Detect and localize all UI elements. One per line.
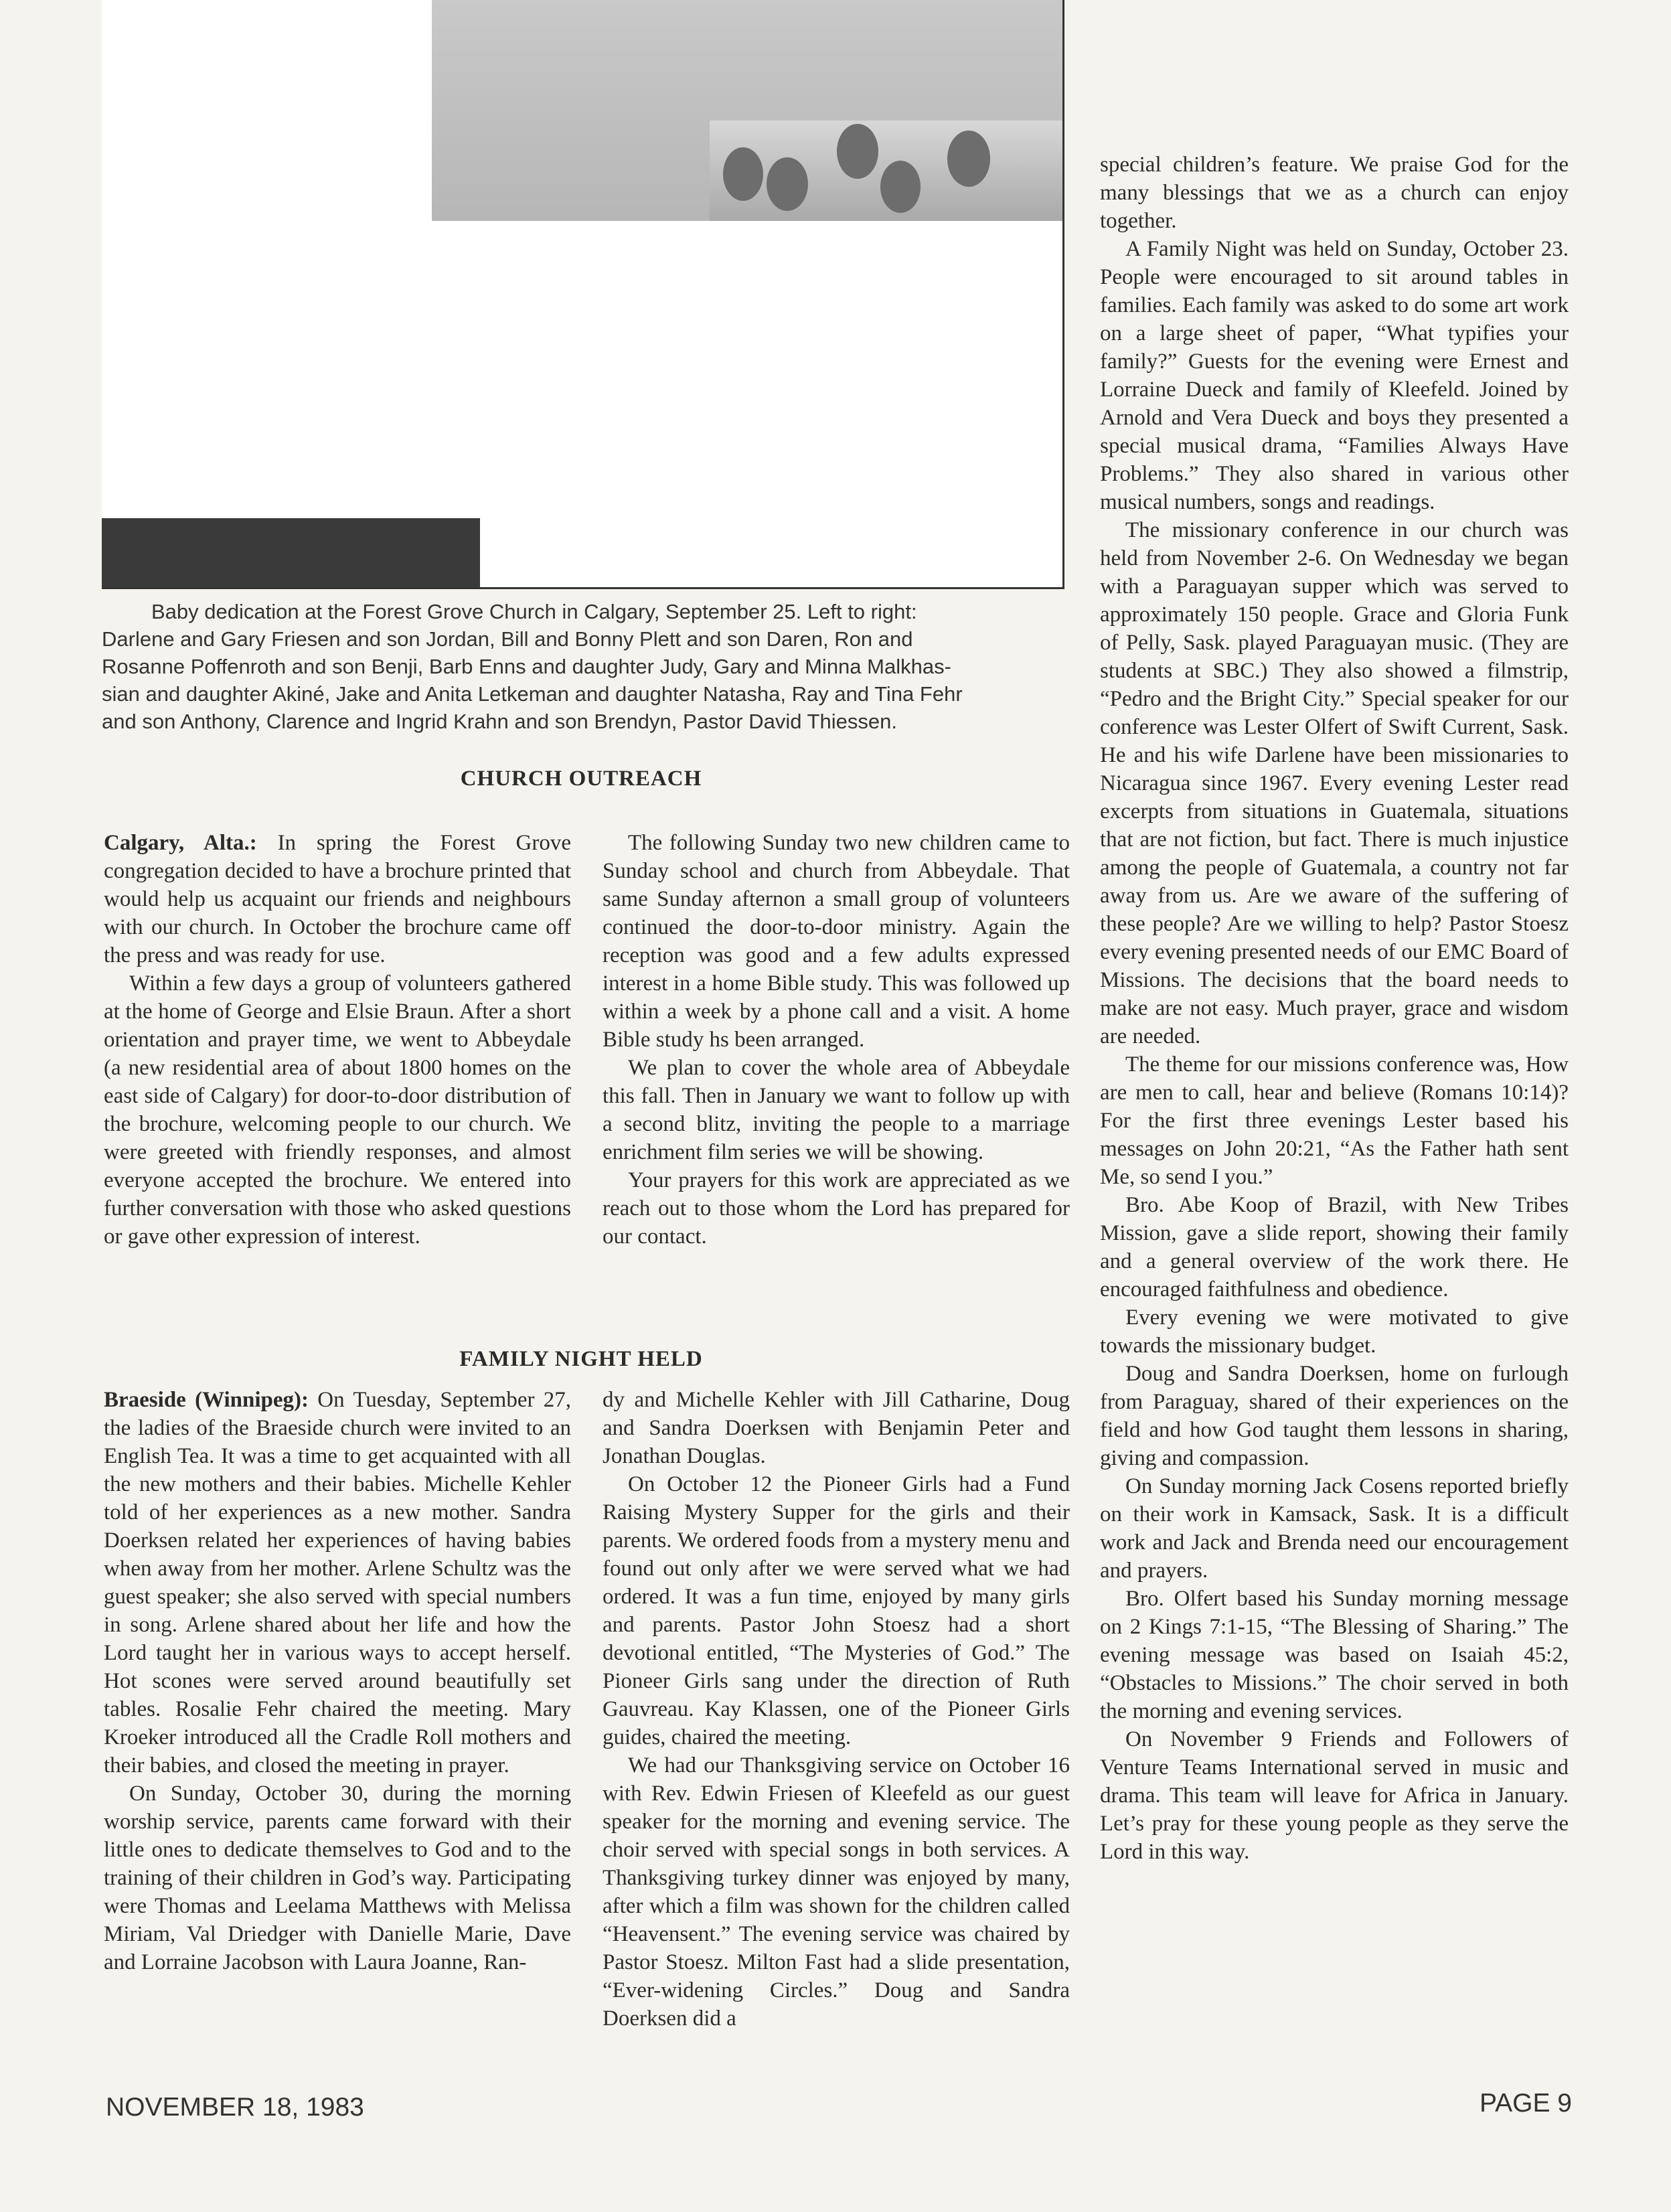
article-paragraph: On November 9 Friends and Followers of Venture Teams International served in music and drama. This team will leave for Africa in January. Let’s pray for these young people as they serve the Lord in this way. (1100, 1727, 1569, 1864)
headline-church-outreach: CHURCH OUTREACH (460, 767, 702, 791)
article-paragraph: dy and Michelle Kehler with Jill Catharine, Doug and Sandra Doerksen with Benjamin Peter and Jonathan Douglas. (603, 1388, 1070, 1468)
caption-line: Rosanne Poffenroth and son Benji, Barb Enns and daughter Judy, Gary and Minna Malkhas- (102, 655, 951, 678)
photo-caption (102, 598, 1066, 735)
article-paragraph: Doug and Sandra Doerksen, home on furlough from Paraguay, shared of their experiences on the field and how God taught them lessons in sharing, giving and compassion. (1100, 1362, 1569, 1470)
article-paragraph: On Sunday morning Jack Cosens reported briefly on their work in Kamsack, Sask. It is a difficult work and Jack and Brenda need our encouragement and prayers. (1100, 1474, 1569, 1583)
article-paragraph: On Sunday, October 30, during the morning worship service, parents came forward with their little ones to dedicate themselves to God and to the training of their children in God’s way. Participating were Thomas and Leelama Matthews with Melissa Miriam, Val Driedger with Danielle Marie, Dave and Lorraine Jacobson with Laura Joanne, Ran- (104, 1782, 571, 1974)
article-paragraph: The following Sunday two new children came to Sunday school and church from Abbeydale. That same Sunday afternon a small group of volunteers continued the door-to-door ministry. Again the reception was good and a few adults expressed interest in a home Bible study. This was followed up within a week by a phone call and a visit. A home Bible study hs been arranged. (603, 831, 1070, 1052)
article-paragraph: Bro. Olfert based his Sunday morning message on 2 Kings 7:1-15, “The Blessing of Sharing.” The evening message was based on Isaiah 45:2, “Obstacles to Missions.” The choir served in both the morning and evening services. (1100, 1587, 1569, 1723)
article-paragraph: The theme for our missions conference was, How are men to call, hear and believe (Romans 10:14)? For the first three evenings Lester based his messages on John 20:21, “As the Father hath sent Me, so send I you.” (1100, 1052, 1569, 1189)
photo-people (710, 121, 1062, 221)
article-paragraph: The missionary conference in our church was held from November 2-6. On Wednesday we began with a Paraguayan supper which was served to approximately 150 people. Grace and Gloria Funk of Pelly, Sask. played Paraguayan music. (They are students at SBC.) They also showed a filmstrip, “Pedro and the Bright City.” Special speaker for our conference was Lester Olfert of Swift Current, Sask. He and his wife Darlene have been missionaries to Nicaragua since 1967. Every evening Lester read excerpts from situations in Guatemala, situations that are not fiction, but fact. There is much injustice among the people of Guatemala, a country not far away from us. Are we aware of the suffering of these people? Are we willing to help? Pastor Stoesz every evening presented needs of our EMC Board of Missions. The decisions that the board needs to make are not easy. Much prayer, grace and wisdom are needed. (1100, 518, 1569, 1048)
family-night-column-1 (104, 1386, 571, 1976)
article-paragraph: We plan to cover the whole area of Abbeydale this fall. Then in January we want to follow up with a second blitz, inviting the people to a marriage enrichment film series we will be showing. (603, 1056, 1070, 1164)
dateline: Calgary, Alta.: (104, 831, 257, 855)
paragraph-text: In spring the Forest Grove congregation decided to have a brochure printed that would help us acquaint our friends and neighbours with our church. In October the brochure came off the press and was ready for use. (104, 831, 571, 967)
footer-date: NOVEMBER 18, 1983 (106, 2093, 364, 2122)
caption-line: sian and daughter Akiné, Jake and Anita Letkeman and daughter Natasha, Ray and Tina Fehr (102, 682, 963, 706)
caption-line: Darlene and Gary Friesen and son Jordan, Bill and Bonny Plett and son Daren, Ron and (102, 627, 913, 651)
article-paragraph: special children’s feature. We praise God for the many blessings that we as a church can enjoy together. (1100, 153, 1569, 233)
article-paragraph: Your prayers for this work are appreciated as we reach out to those whom the Lord has prepared for our contact. (603, 1168, 1070, 1249)
footer-page-number: PAGE 9 (1479, 2089, 1572, 2118)
headline-family-night: FAMILY NIGHT HELD (459, 1347, 703, 1371)
article-paragraph: A Family Night was held on Sunday, October 23. People were encouraged to sit around tables in families. Each family was asked to do some art work on a large sheet of paper, “What typifies your family?” Guests for the evening were Ernest and Lorraine Dueck and family of Kleefeld. Joined by Arnold and Vera Dueck and boys they presented a special musical drama, “Families Always Have Problems.” They also shared in various other musical numbers, songs and readings. (1100, 237, 1569, 514)
article-paragraph: Every evening we were motivated to give towards the missionary budget. (1100, 1306, 1569, 1358)
outreach-column-2 (603, 829, 1070, 1251)
dateline: Braeside (Winnipeg): (104, 1388, 309, 1412)
right-column (1100, 151, 1569, 1866)
photo-shadow-region (102, 518, 480, 587)
caption-line: and son Anthony, Clarence and Ingrid Krahn and son Brendyn, Pastor David Thiessen. (102, 710, 897, 733)
caption-line: Baby dedication at the Forest Grove Church in Calgary, September 25. Left to right: (151, 600, 917, 623)
outreach-column-1 (104, 829, 571, 1251)
article-paragraph: We had our Thanksgiving service on October 16 with Rev. Edwin Friesen of Kleefeld as our guest speaker for the morning and evening service. The choir served with special songs in both services. A Thanksgiving turkey dinner was enjoyed by many, after which a film was shown for the children called “Heavensent.” The evening service was chaired by Pastor Stoesz. Milton Fast had a slide presentation, “Ever-widening Circles.” Doug and Sandra Doerksen did a (603, 1753, 1070, 2031)
article-paragraph (104, 829, 571, 969)
article-paragraph (104, 1386, 571, 1780)
family-night-column-2 (603, 1386, 1070, 2033)
article-paragraph: Within a few days a group of volunteers gathered at the home of George and Elsie Braun. After a short orientation and prayer time, we went to Abbeydale (a new residential area of about 1800 homes on the east side of Calgary) for door-to-door distribution of the brochure, welcoming people to our church. We were greeted with friendly responses, and almost everyone accepted the brochure. We entered into further conversation with those who asked questions or gave other expression of interest. (104, 971, 571, 1249)
article-paragraph: On October 12 the Pioneer Girls had a Fund Raising Mystery Supper for the girls and their parents. We ordered foods from a mystery menu and found out only after we were served what we had ordered. It was a fun time, enjoyed by many girls and parents. Pastor John Stoesz had a short devotional entitled, “The Mysteries of God.” The Pioneer Girls sang under the direction of Ruth Gauvreau. Kay Klassen, one of the Pioneer Girls guides, chaired the meeting. (603, 1472, 1070, 1749)
paragraph-text: On Tuesday, September 27, the ladies of the Braeside church were invited to an English Tea. It was a time to get acquainted with all the new mothers and their babies. Michelle Kehler told of her experiences as a new mother. Sandra Doerksen related her experiences of having babies when away from her mother. Arlene Schultz was the guest speaker; she also served with special numbers in song. Arlene shared about her life and how the Lord taught her in various ways to accept herself. Hot scones were served around beautifully set tables. Rosalie Fehr chaired the meeting. Mary Kroeker introduced all the Cradle Roll mothers and their babies, and closed the meeting in prayer. (104, 1388, 571, 1778)
article-paragraph: Bro. Abe Koop of Brazil, with New Tribes Mission, gave a slide report, showing their family and a general overview of the work there. He encouraged faithfulness and obedience. (1100, 1193, 1569, 1301)
